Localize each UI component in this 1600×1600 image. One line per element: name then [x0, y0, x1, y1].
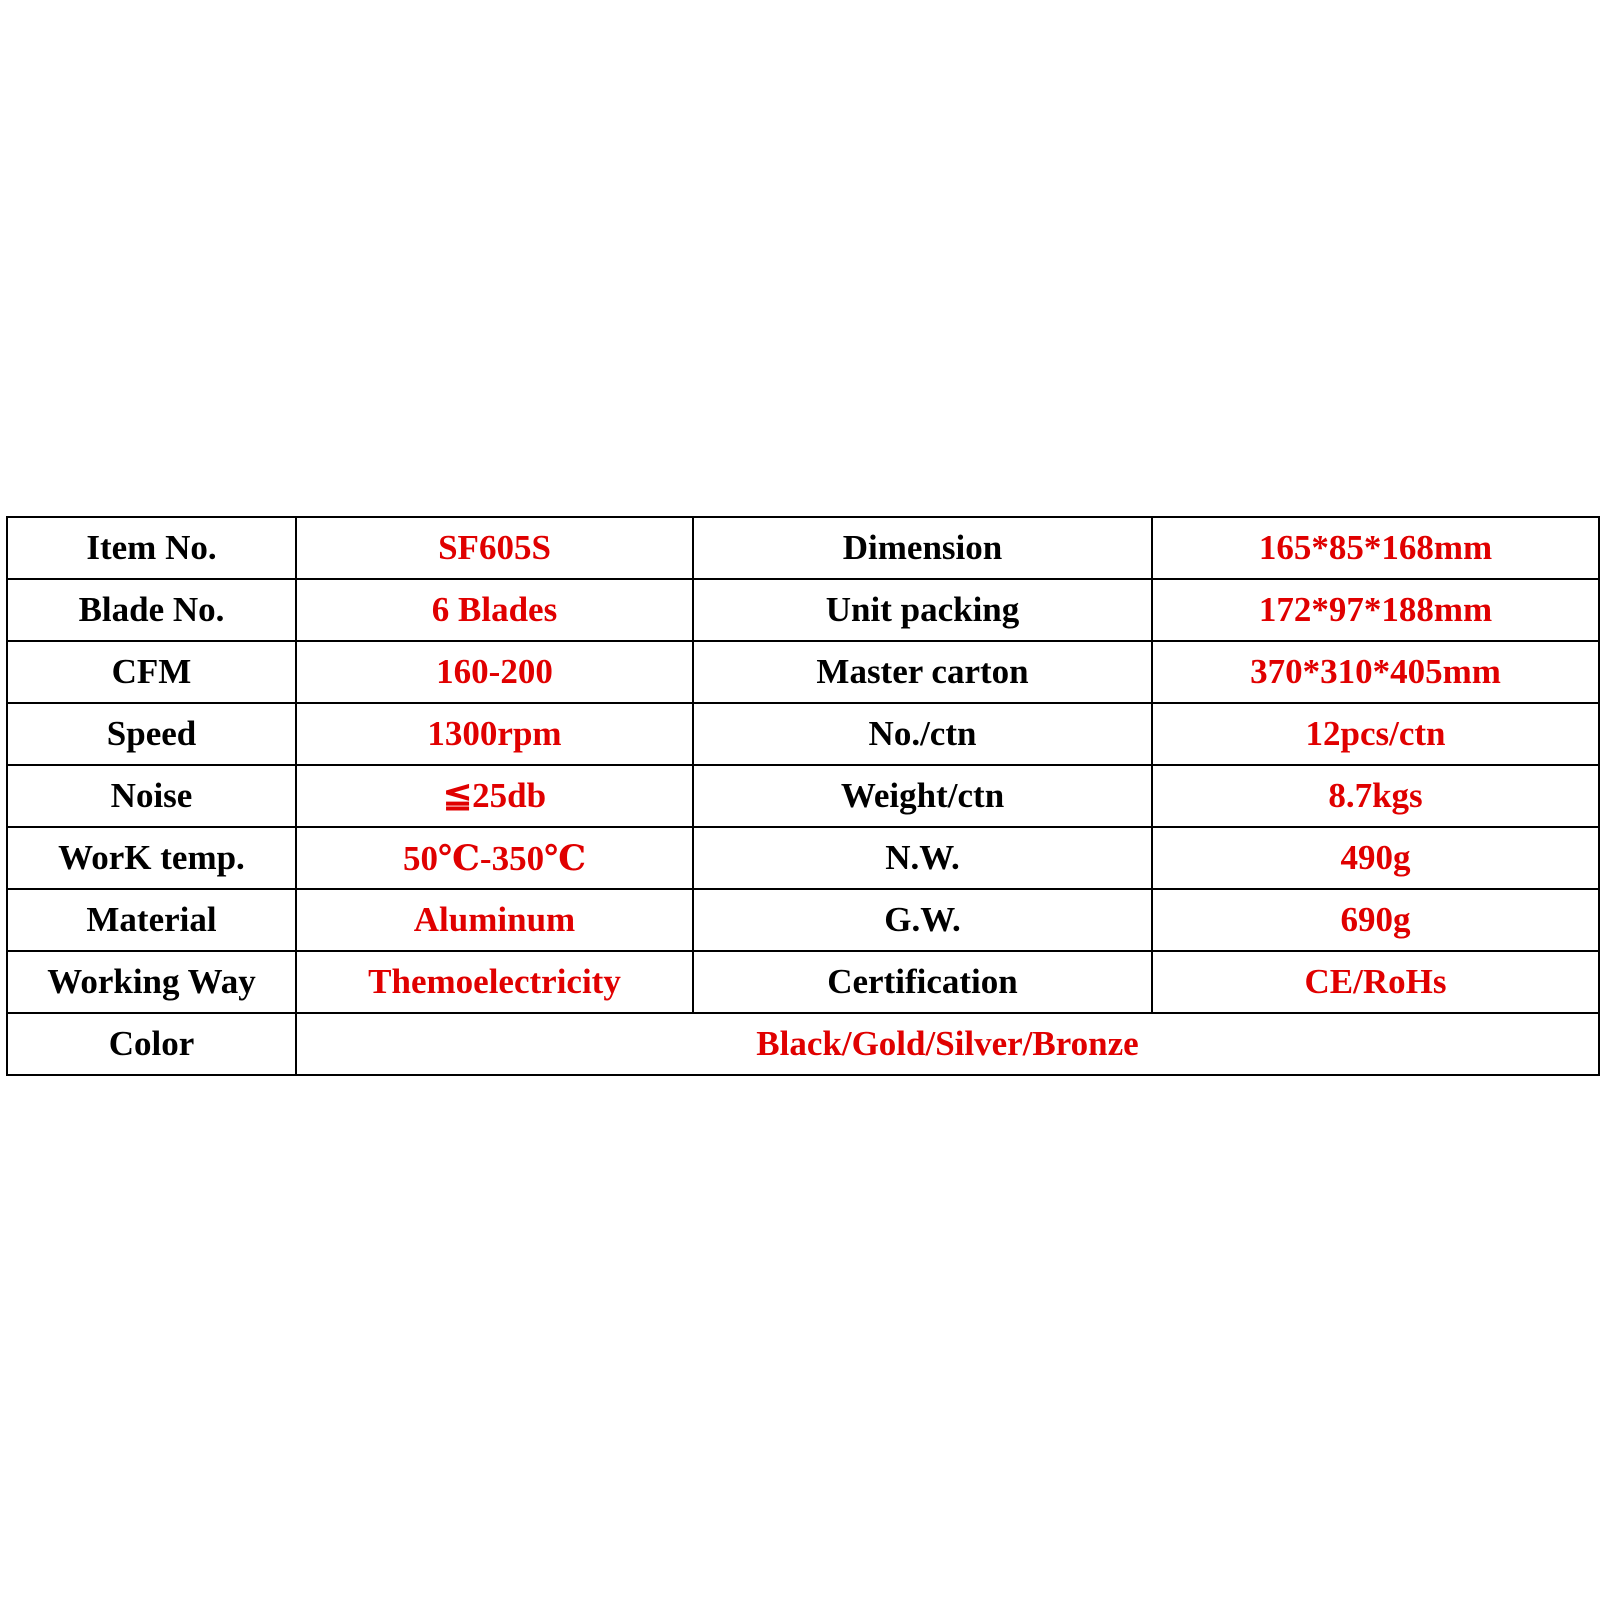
table-row-noise: [7, 765, 1599, 827]
label-noise: Noise: [7, 765, 296, 827]
table-row-color: [7, 1013, 1599, 1075]
value-nw: 490g: [1152, 827, 1599, 889]
label-speed: Speed: [7, 703, 296, 765]
table-row-material: [7, 889, 1599, 951]
label-item-no: Item No.: [7, 517, 296, 579]
label-nw: N.W.: [693, 827, 1152, 889]
label-unit-packing: Unit packing: [693, 579, 1152, 641]
value-blade-no: 6 Blades: [296, 579, 693, 641]
label-material: Material: [7, 889, 296, 951]
value-master-carton: 370*310*405mm: [1152, 641, 1599, 703]
value-color: Black/Gold/Silver/Bronze: [296, 1013, 1599, 1075]
label-color: Color: [7, 1013, 296, 1075]
value-no-ctn: 12pcs/ctn: [1152, 703, 1599, 765]
label-working-way: Working Way: [7, 951, 296, 1013]
label-no-ctn: No./ctn: [693, 703, 1152, 765]
value-cfm: 160-200: [296, 641, 693, 703]
label-dimension: Dimension: [693, 517, 1152, 579]
label-work-temp: WorK temp.: [7, 827, 296, 889]
table-row-speed: [7, 703, 1599, 765]
value-noise: ≦25db: [296, 765, 693, 827]
value-material: Aluminum: [296, 889, 693, 951]
value-unit-packing: 172*97*188mm: [1152, 579, 1599, 641]
label-blade-no: Blade No.: [7, 579, 296, 641]
value-dimension: 165*85*168mm: [1152, 517, 1599, 579]
table-row-working-way: [7, 951, 1599, 1013]
value-item-no: SF605S: [296, 517, 693, 579]
value-work-temp: 50℃-350℃: [296, 827, 693, 889]
spec-table: [6, 516, 1600, 1076]
value-working-way: Themoelectricity: [296, 951, 693, 1013]
label-certification: Certification: [693, 951, 1152, 1013]
value-gw: 690g: [1152, 889, 1599, 951]
label-master-carton: Master carton: [693, 641, 1152, 703]
table-row-cfm: [7, 641, 1599, 703]
table-row-blade-no: [7, 579, 1599, 641]
value-speed: 1300rpm: [296, 703, 693, 765]
table-row-work-temp: [7, 827, 1599, 889]
label-gw: G.W.: [693, 889, 1152, 951]
value-certification: CE/RoHs: [1152, 951, 1599, 1013]
value-weight-ctn: 8.7kgs: [1152, 765, 1599, 827]
table-row-item-no: [7, 517, 1599, 579]
label-weight-ctn: Weight/ctn: [693, 765, 1152, 827]
label-cfm: CFM: [7, 641, 296, 703]
